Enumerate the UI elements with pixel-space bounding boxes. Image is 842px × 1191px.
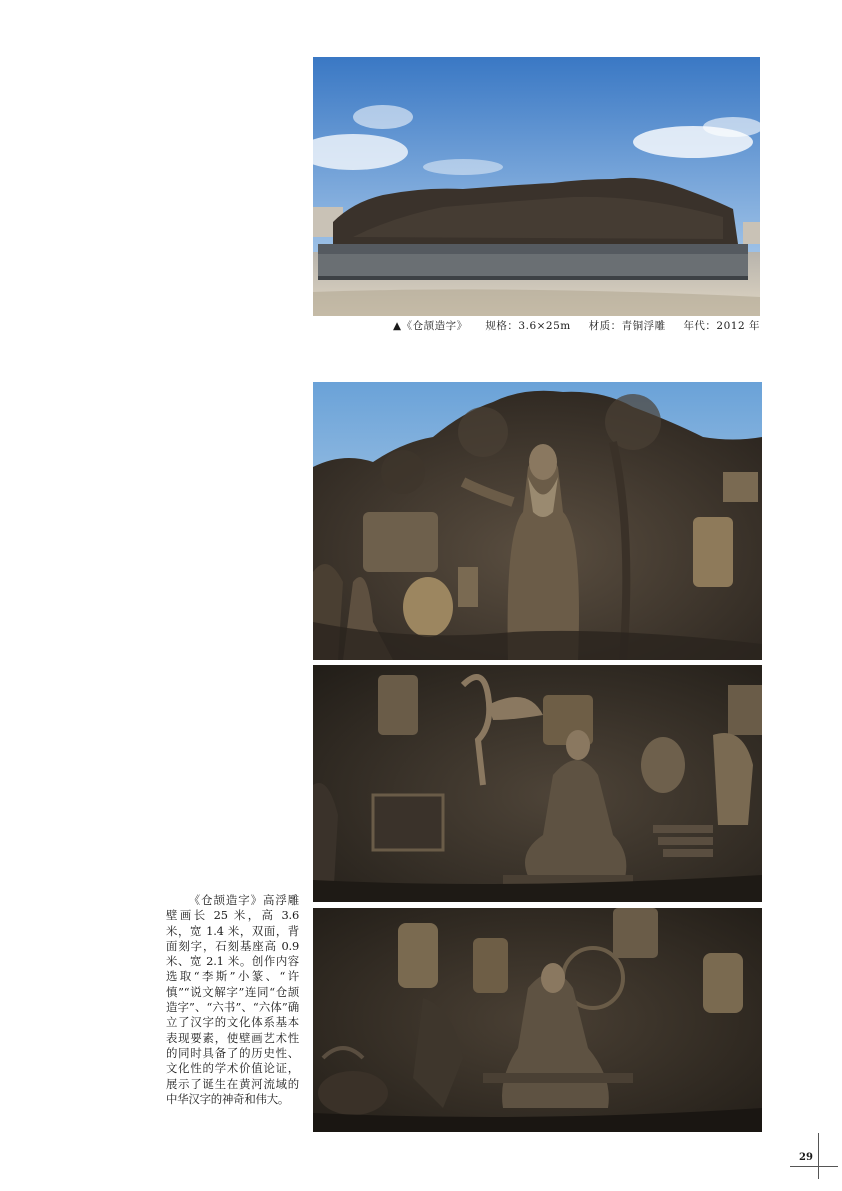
crop-mark-horizontal [790,1166,838,1167]
relief-detail-photo-2 [313,665,762,902]
relief-detail-image-1 [313,382,762,660]
photo-caption [313,318,760,333]
body-paragraph: 《仓颉造字》高浮雕壁画长 25 米，高 3.6 米，宽 1.4 米，双面，背面刻字，石刻基座高 0.9 米、宽 2.1 米。创作内容选取“李斯”小篆、“许慎”“说文解字”连同“仓颉造字”、“六书”、“六体”确立了汉字的文化体系基本表现要素，使壁画艺术性的同时具备了的历史性、文化性的学术价值论证，展示了诞生在黄河流域的中华汉字的神奇和伟大。 [166,893,299,1106]
page-number: 29 [799,1152,813,1163]
relief-detail-photo-1 [313,382,762,660]
relief-detail-photo-3 [313,908,762,1132]
crop-mark-vertical [818,1133,819,1179]
caption-spec: 规格：3.6×25m [485,320,571,332]
mural-wall-image [313,57,760,316]
mural-wall-photo [313,57,760,316]
caption-title: ▲《仓颉造字》 [393,320,468,332]
caption-year: 年代：2012 年 [683,320,760,332]
caption-material: 材质：青铜浮雕 [588,320,666,332]
relief-detail-image-3 [313,908,762,1132]
relief-detail-image-2 [313,665,762,902]
